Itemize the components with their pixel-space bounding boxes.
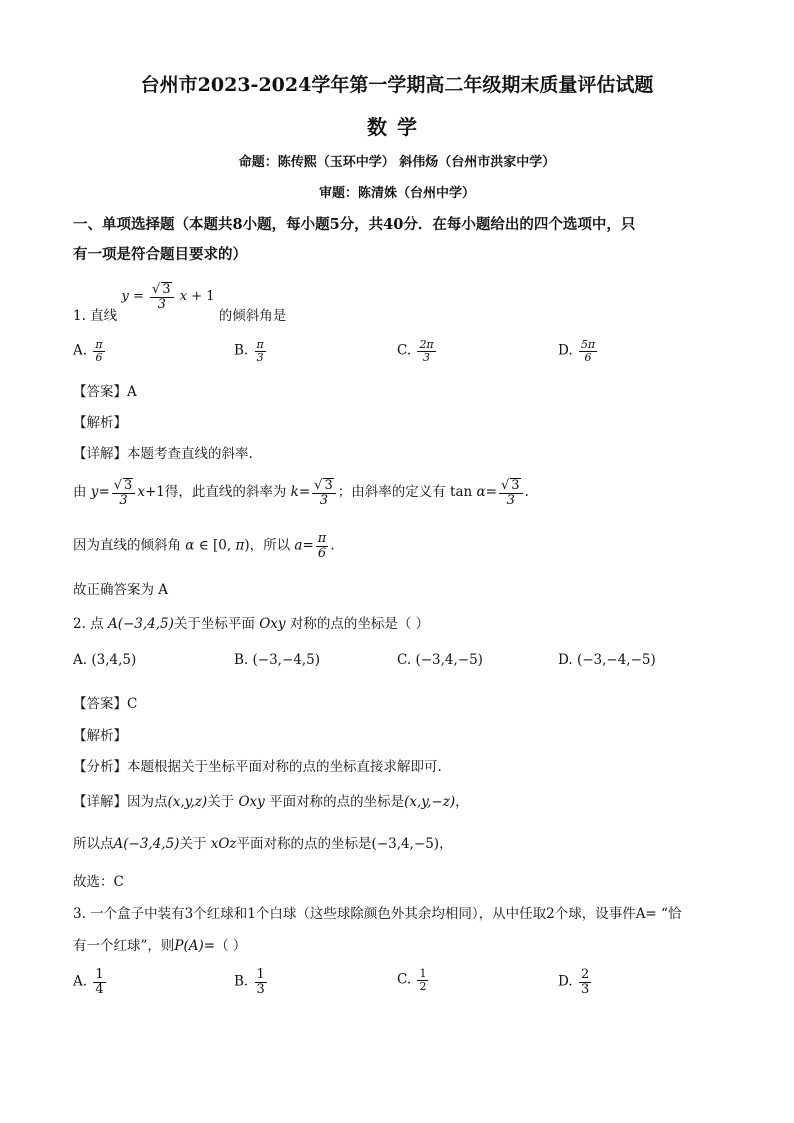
option-value: (−3,−4,5) — [252, 652, 321, 668]
text: 由 — [73, 484, 87, 501]
option-label: B. — [234, 342, 249, 359]
q2-fenxi — [73, 755, 442, 775]
text: 平面对称的点的坐标是 — [269, 794, 405, 810]
q2-detail — [73, 790, 469, 810]
q1-detail — [73, 442, 253, 462]
text: ， — [455, 794, 469, 810]
plane: Oxy — [238, 794, 265, 810]
option-value: (−3,4,−5) — [415, 652, 483, 668]
text: 关于 — [207, 794, 235, 810]
plane: xOz — [210, 836, 237, 852]
text: 关于 — [179, 836, 207, 852]
q2-answer — [73, 692, 137, 712]
q1-step-1: 由 y= $\frac{√ 3}{3}$ x+1得，此直线的斜率为 k= $\frac{√ 3}{3}$ ；由斜率的定义有 tan α= $\frac{√ 3}{3}$ . — [73, 478, 529, 508]
q2-option-b — [234, 652, 320, 668]
option-label: A. — [73, 973, 88, 990]
q2-analysis-tag: 【解析】 — [73, 728, 127, 744]
question-1-formula: y = $\frac{√ 3}{3}$ x + 1 — [121, 282, 215, 312]
section-heading: 一、单项选择题（本题共8小题，每小题5分，共40分．在每小题给出的四个选项中，只 — [73, 216, 636, 233]
q2-conclusion: 故选：C — [73, 874, 124, 890]
text: 因为点 — [127, 794, 168, 810]
q1-step-2: 因为直线的倾斜角 α ∈ [0, π)，所以 a= $\frac{\pi}{6}$ . — [73, 531, 335, 561]
fenxi-tag: 【分析】 — [73, 759, 127, 775]
detail-tag: 【详解】 — [73, 446, 127, 462]
text: 关于坐标平面 — [173, 616, 255, 632]
option-value: (3,4,5) — [91, 652, 137, 668]
q2-option-a — [73, 652, 136, 668]
option-label: C. — [397, 342, 412, 359]
detail-text: 本题考查直线的斜率. — [127, 446, 253, 462]
option-value: (−3,−4,−5) — [576, 652, 656, 668]
q3-option-b: B. $\frac{1}{3}$ — [234, 967, 265, 997]
plane: Oxy — [259, 616, 286, 632]
page-title: 台州市2023-2024学年第一学期高二年级期末质量评估试题 — [140, 74, 654, 96]
q3-option-d: D. $\frac{2}{3}$ — [558, 967, 590, 997]
text: ；由斜率的定义有 — [337, 484, 446, 501]
subject-title: 数学 — [367, 115, 427, 139]
text: 2. 点 — [73, 616, 104, 632]
detail-tag: 【详解】 — [73, 794, 127, 810]
answer-value: A — [127, 384, 137, 400]
point: A(−3,4,5) — [113, 836, 180, 852]
section-heading-cont: 有一项是符合题目要求的） — [73, 246, 247, 263]
point: A(−3,4,5) — [107, 616, 174, 632]
text: 得，此直线的斜率为 — [164, 484, 287, 501]
option-label: B. — [234, 652, 249, 668]
question-3-line-2 — [73, 934, 246, 954]
text: 平面对称的点的坐标是 — [236, 836, 372, 852]
q2-option-d — [558, 652, 656, 668]
q3-option-a: A. $\frac{1}{4}$ — [73, 967, 104, 997]
option-label: A. — [73, 342, 88, 359]
option-label: D. — [558, 973, 573, 990]
option-label: D. — [558, 342, 573, 359]
q2-option-c — [397, 652, 483, 668]
option-label: C. — [397, 971, 412, 988]
q1-analysis-tag: 【解析】 — [73, 415, 127, 431]
option-label: B. — [234, 973, 249, 990]
text: 有一个红球”，则 — [73, 938, 175, 954]
fenxi-text: 本题根据关于坐标平面对称的点的坐标直接求解即可. — [127, 759, 442, 775]
option-label: D. — [558, 652, 573, 668]
question-1 — [73, 282, 286, 324]
question-2 — [73, 612, 429, 632]
expression: P(A) — [174, 938, 204, 954]
text: 因为直线的倾斜角 — [73, 537, 181, 554]
q1-option-c: C. $\frac{2\pi}{3}$ — [397, 338, 434, 364]
text: =（ ） — [203, 938, 247, 954]
q2-line-2 — [73, 832, 453, 852]
q1-answer — [73, 380, 137, 400]
authors-line: 命题：陈传熙（玉环中学） 斜伟炀（台州市洪家中学） — [238, 155, 556, 170]
text: 所以点 — [73, 836, 114, 852]
q1-option-d: D. $\frac{5\pi}{6}$ — [558, 338, 596, 364]
text: ， — [439, 836, 453, 852]
q1-conclusion: 故正确答案为 A — [73, 582, 169, 598]
answer-tag: 【答案】 — [73, 384, 127, 400]
option-label: C. — [397, 652, 412, 668]
text: ，所以 — [249, 537, 291, 554]
q3-option-c: C. $\frac{1}{2}$ — [397, 967, 427, 993]
text: 对称的点的坐标是（ ） — [289, 616, 430, 632]
question-3-line-1: 3. 一个盒子中装有3个红球和1个白球（这些球除颜色外其余均相同），从中任取2个球，设事件A= “恰 — [73, 906, 682, 922]
answer-value: C — [127, 696, 138, 712]
q1-option-a: A. $\frac{\pi}{6}$ — [73, 338, 103, 364]
q1-option-b: B. $\frac{\pi}{3}$ — [234, 338, 264, 364]
question-1-prefix: 1. 直线 — [73, 308, 118, 324]
option-label: A. — [73, 652, 88, 668]
question-1-suffix: 的倾斜角是 — [218, 308, 287, 324]
answer-tag: 【答案】 — [73, 696, 127, 712]
reviewer-line: 审题：陈清姝（台州中学） — [318, 186, 475, 201]
result: (−3,4,−5) — [371, 836, 440, 852]
result: (x,y,−z) — [404, 794, 456, 810]
point: (x,y,z) — [167, 794, 208, 810]
